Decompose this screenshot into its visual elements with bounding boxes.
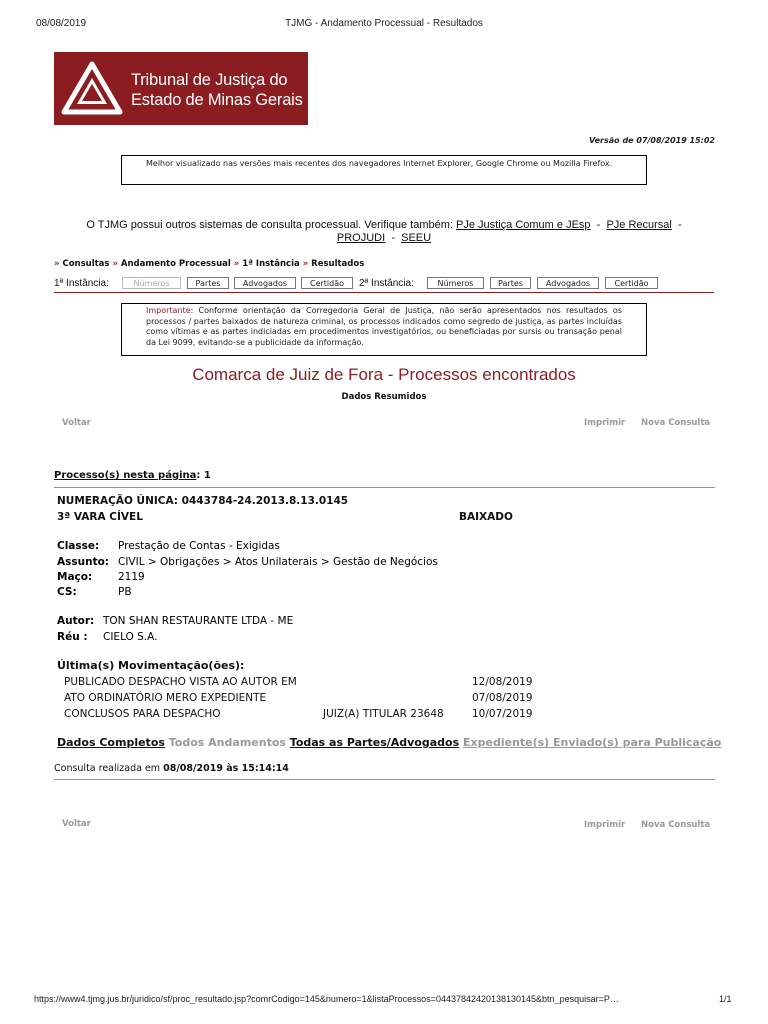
print-button-bottom[interactable]: Imprimir — [584, 820, 626, 830]
field-maco-value: 2119 — [118, 571, 145, 583]
field-assunto-value: CIVIL > Obrigações > Atos Unilaterais > Gestão de Negócios — [118, 556, 438, 568]
field-maco-label: Maço: — [57, 571, 93, 583]
second-instance-label: 2ª Instância: — [359, 278, 414, 289]
version-label: Versão de 07/08/2019 15:02 — [589, 136, 715, 145]
field-classe-value: Prestação de Contas - Exigidas — [118, 540, 280, 552]
divider — [54, 487, 715, 488]
movement-date: 12/08/2019 — [472, 676, 533, 688]
logo-line-1: Tribunal de Justiça do — [131, 71, 288, 89]
page-title: Comarca de Juiz de Fora - Processos encontrados — [192, 365, 576, 384]
movement-desc: PUBLICADO DESPACHO VISTA AO AUTOR EM — [64, 676, 297, 688]
page-subtitle: Dados Resumidos — [341, 392, 427, 402]
divider — [54, 779, 715, 780]
tab-second-numeros[interactable]: Números — [427, 277, 484, 289]
movement-desc: ATO ORDINATÓRIO MERO EXPEDIENTE — [64, 692, 267, 704]
process-number-value: 0443784-24.2013.8.13.0145 — [181, 495, 349, 507]
field-cs-label: CS: — [57, 586, 77, 598]
process-number — [57, 495, 348, 507]
print-title: TJMG - Andamento Processual - Resultados — [285, 18, 483, 29]
separator: - — [678, 219, 682, 231]
breadcrumb-1a-instancia[interactable]: 1ª Instância — [242, 259, 300, 269]
party-reu-label: Réu : — [57, 631, 88, 643]
party-reu-value: CIELO S.A. — [103, 631, 158, 643]
instance-bar — [54, 276, 714, 293]
process-count-value: : 1 — [196, 470, 211, 481]
breadcrumb-consultas[interactable]: Consultas — [62, 259, 110, 269]
tab-second-advogados[interactable]: Advogados — [537, 277, 599, 289]
field-assunto-label: Assunto: — [57, 556, 110, 568]
separator: - — [596, 219, 601, 231]
print-button[interactable]: Imprimir — [584, 418, 626, 428]
breadcrumb-sep: » — [302, 259, 309, 269]
party-autor-value: TON SHAN RESTAURANTE LTDA - ME — [103, 615, 294, 627]
movement-date: 10/07/2019 — [472, 708, 533, 720]
back-button-bottom[interactable]: Voltar — [62, 819, 91, 829]
movement-date: 07/08/2019 — [472, 692, 533, 704]
breadcrumb-sep: » — [54, 259, 60, 269]
important-notice — [121, 303, 647, 356]
tab-first-numeros[interactable]: Números — [122, 277, 181, 289]
logo-text — [131, 70, 303, 110]
link-pje-recursal[interactable]: PJe Recursal — [606, 219, 672, 231]
consulta-datetime: 08/08/2019 às 15:14:14 — [163, 763, 289, 774]
first-instance-label: 1ª Instância: — [54, 278, 109, 289]
field-classe-label: Classe: — [57, 540, 100, 552]
breadcrumb — [54, 259, 364, 269]
movement-desc: CONCLUSOS PARA DESPACHO — [64, 708, 221, 720]
tab-first-partes[interactable]: Partes — [187, 277, 229, 289]
tab-first-advogados[interactable]: Advogados — [234, 277, 296, 289]
separator: - — [391, 232, 395, 244]
print-page-number: 1/1 — [719, 994, 732, 1004]
breadcrumb-sep: » — [233, 259, 240, 269]
process-status: BAIXADO — [459, 511, 513, 523]
link-dados-completos[interactable]: Dados Completos — [57, 736, 165, 749]
breadcrumb-resultados: Resultados — [311, 259, 365, 269]
consulta-info — [54, 763, 289, 774]
consulta-label: Consulta realizada em — [54, 763, 161, 774]
new-search-button-bottom[interactable]: Nova Consulta — [641, 820, 711, 830]
logo-line-2: Estado de Minas Gerais — [131, 91, 303, 109]
link-todos-andamentos[interactable]: Todos Andamentos — [168, 736, 286, 749]
other-systems-text: O TJMG possui outros sistemas de consulta processual. Verifique também: — [86, 219, 453, 231]
process-number-label: NUMERAÇÃO ÚNICA: — [57, 495, 179, 507]
tab-first-certidao[interactable]: Certidão — [301, 277, 353, 289]
breadcrumb-sep: » — [112, 259, 118, 269]
back-button[interactable]: Voltar — [62, 418, 91, 428]
tab-second-partes[interactable]: Partes — [490, 277, 531, 289]
print-date: 08/08/2019 — [36, 18, 87, 29]
other-systems-line2 — [0, 232, 768, 244]
browser-notice: Melhor visualizado nas versões mais recentes dos navegadores Internet Explorer, Google Chrome ou Mozilla Firefox. — [121, 155, 647, 185]
print-url: https://www4.tjmg.jus.br/juridico/sf/proc_resultado.jsp?comrCodigo=145&numero=1&listaProcessos=04437842420138130145&btn_pesquisar=P… — [34, 994, 619, 1004]
movements-title: Última(s) Movimentação(ões): — [57, 659, 245, 672]
triangle-logo-icon — [60, 60, 124, 118]
process-count-label: Processo(s) nesta página — [54, 470, 197, 481]
movement-extra: JUIZ(A) TITULAR 23648 — [323, 708, 444, 720]
process-links — [57, 736, 721, 749]
link-pje-justica-comum[interactable]: PJe Justiça Comum e JEsp — [456, 219, 591, 231]
new-search-button[interactable]: Nova Consulta — [641, 418, 711, 428]
link-seeu[interactable]: SEEU — [401, 232, 432, 244]
important-text: : Conforme orientação da Corregedoria Geral de Justiça, não serão apresentados nos resultados os processos / partes baixados de natureza criminal, os processos indicados como segredo de justiça, as partes incluídas como vítimas e as partes indiciadas em procedimentos investigatórios, ou beneficiadas por sursis ou transação penal da Lei 9099, evitando-se a publicidade da informação. — [146, 306, 622, 347]
breadcrumb-andamento[interactable]: Andamento Processual — [120, 259, 231, 269]
process-count — [54, 470, 211, 481]
other-systems-line1 — [0, 219, 768, 231]
field-cs-value: PB — [118, 586, 132, 598]
link-projudi[interactable]: PROJUDI — [336, 232, 386, 244]
party-autor-label: Autor: — [57, 615, 95, 627]
link-expedientes[interactable]: Expediente(s) Enviado(s) para Publicação — [463, 736, 722, 749]
link-todas-partes[interactable]: Todas as Partes/Advogados — [289, 736, 460, 749]
important-label: Importante — [146, 306, 191, 315]
tab-second-certidao[interactable]: Certidão — [605, 277, 658, 289]
process-vara: 3ª VARA CÍVEL — [57, 511, 143, 523]
